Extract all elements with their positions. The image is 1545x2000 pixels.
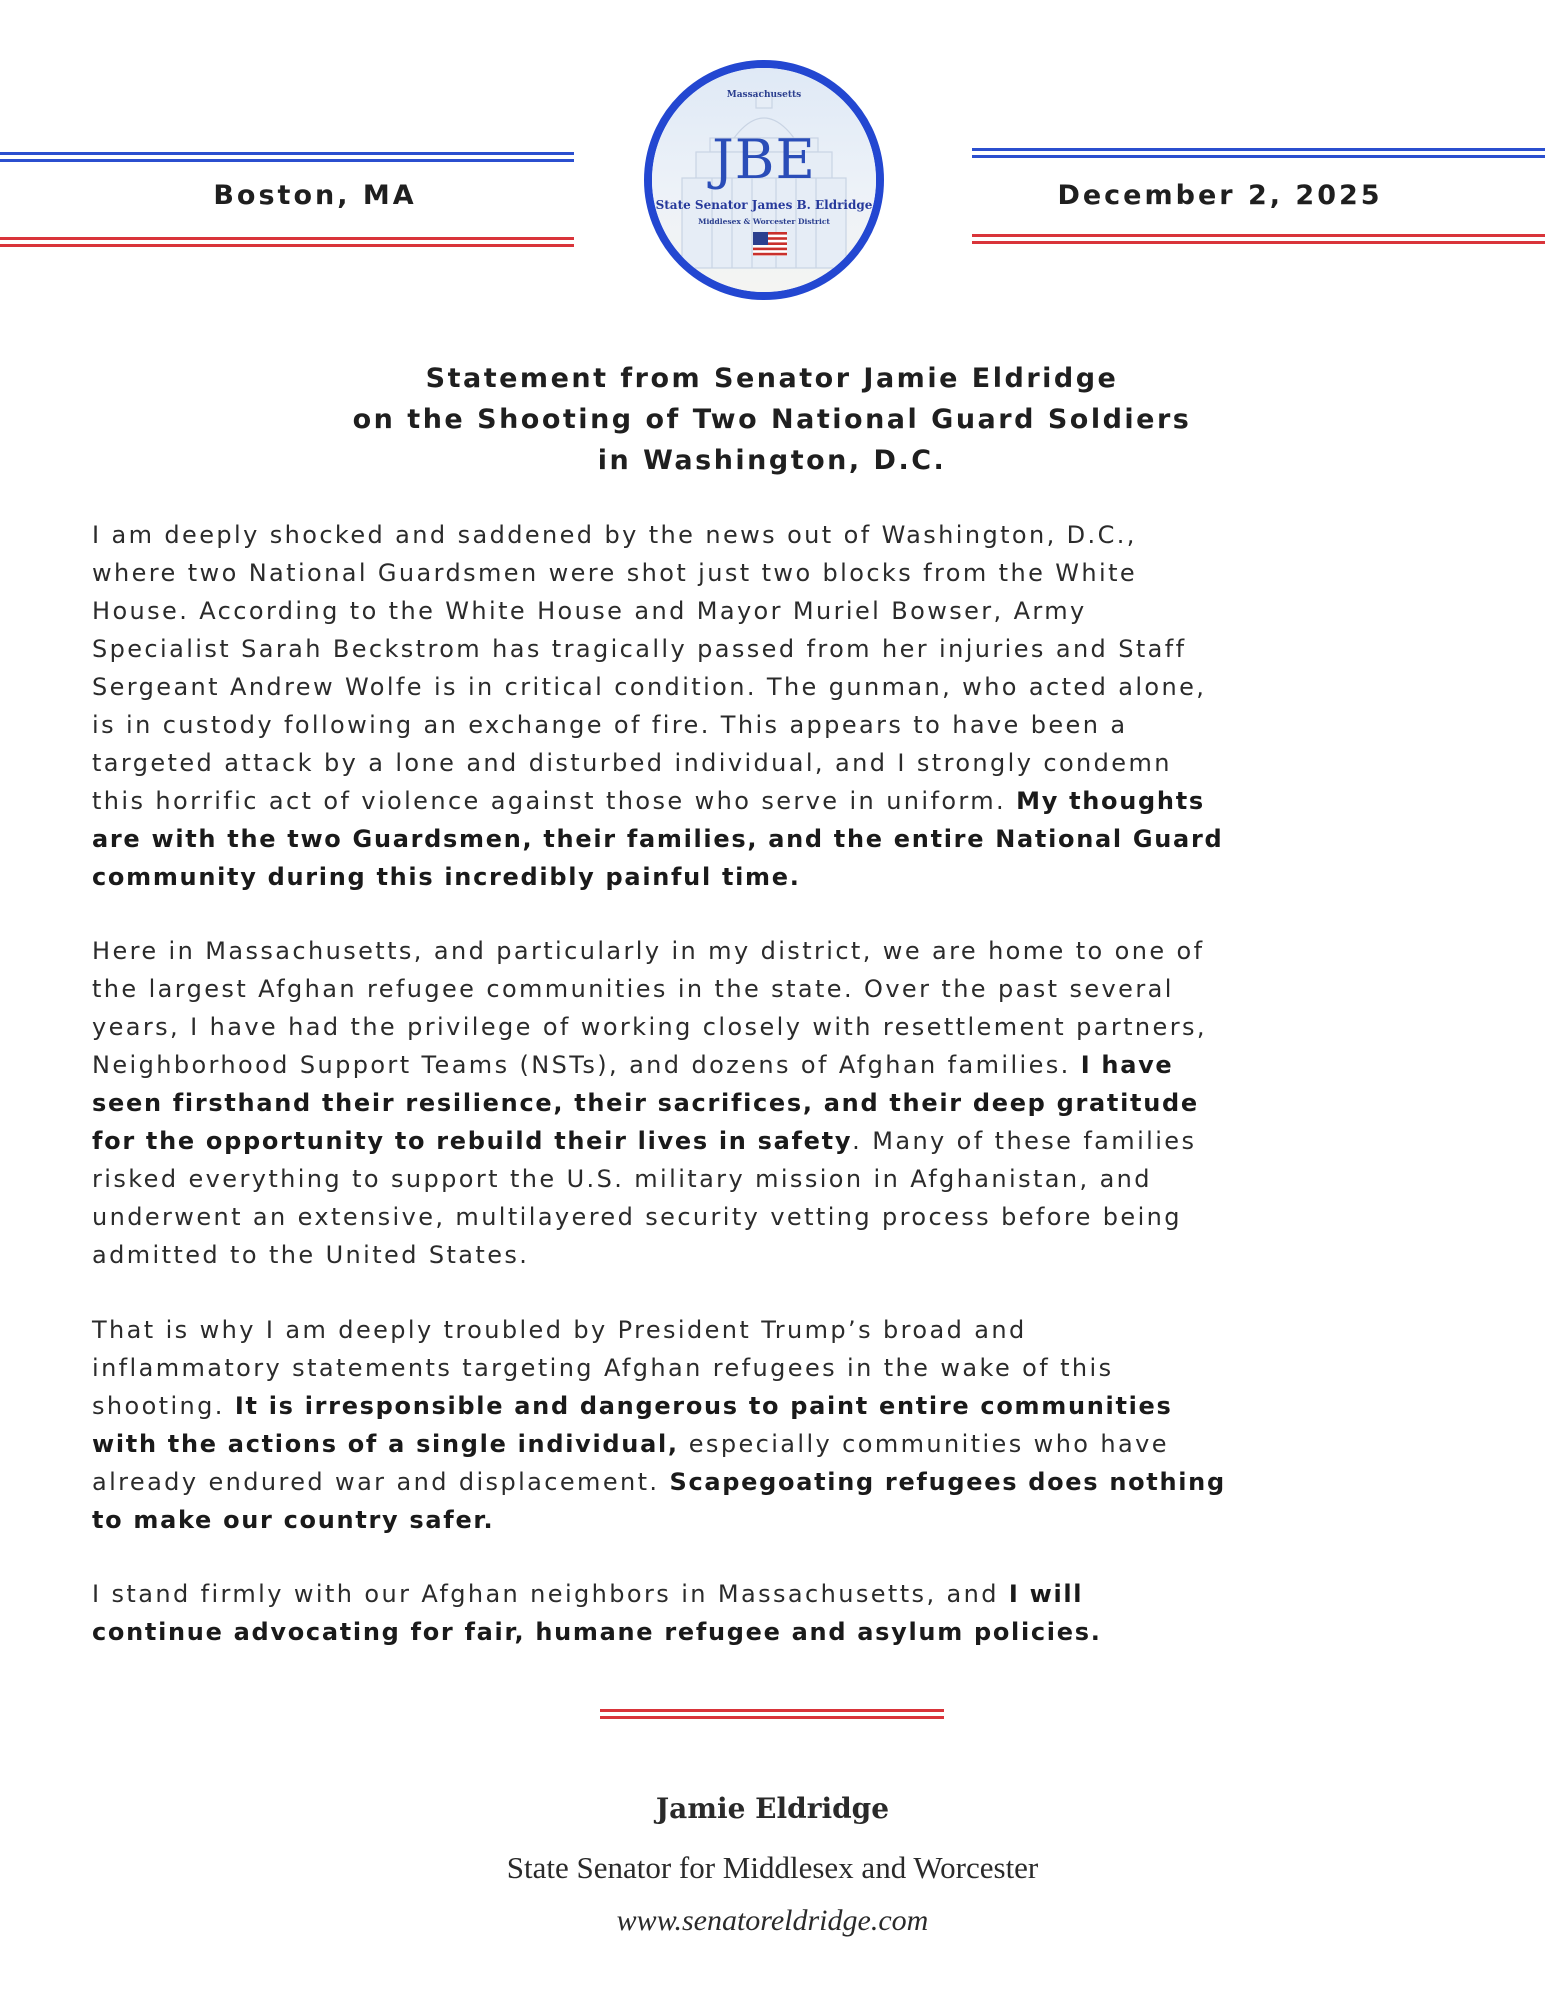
paragraph-2 xyxy=(92,932,1472,1274)
signature-title: State Senator for Middlesex and Worcester xyxy=(506,1850,1039,1885)
p2-line-8: underwent an extensive, multilayered security vetting process before being xyxy=(92,1203,1182,1231)
p3-line-5-bold: Scapegoating refugees does nothing xyxy=(669,1468,1226,1496)
p2-line-3: years, I have had the privilege of working closely with resettlement partners, xyxy=(92,1013,1207,1041)
p3-line-6-bold: to make our country safer. xyxy=(92,1506,495,1534)
p1-line-4: Specialist Sarah Beckstrom has tragically passed from her injuries and Staff xyxy=(92,635,1187,663)
paragraph-1 xyxy=(92,516,1472,896)
p1-line-9-bold: are with the two Guardsmen, their families, and the entire National Guard xyxy=(92,825,1224,853)
p3-line-3-text: shooting. xyxy=(92,1392,225,1420)
p4-line-1-text: I stand firmly with our Afghan neighbors in Massachusetts, and xyxy=(92,1580,999,1608)
p2-line-2: the largest Afghan refugee communities in the state. Over the past several xyxy=(92,975,1174,1003)
p1-line-8-text: this horrific act of violence against those who serve in uniform. xyxy=(92,787,1007,815)
p2-line-4 xyxy=(92,1046,1472,1084)
title-line-1: Statement from Senator Jamie Eldridge xyxy=(425,363,1119,394)
p3-line-5 xyxy=(92,1463,1472,1501)
p3-line-3-bold: It is irresponsible and dangerous to paint entire communities xyxy=(234,1392,1173,1420)
header-rule-right-red-2 xyxy=(972,241,1545,244)
header-rule-left-blue-2 xyxy=(0,159,574,162)
p3-line-6 xyxy=(92,1501,1472,1539)
p2-line-6 xyxy=(92,1122,1472,1160)
title-line-3: in Washington, D.C. xyxy=(597,445,947,476)
statement-title xyxy=(92,358,1452,481)
p1-line-5: Sergeant Andrew Wolfe is in critical condition. The gunman, who acted alone, xyxy=(92,673,1207,701)
p3-line-4-text: especially communities who have xyxy=(688,1430,1169,1458)
p4-line-2-bold: continue advocating for fair, humane refugee and asylum policies. xyxy=(92,1618,1102,1646)
p2-line-7: risked everything to support the U.S. military mission in Afghanistan, and xyxy=(92,1165,1152,1193)
p3-line-4-bold: with the actions of a single individual, xyxy=(92,1430,679,1458)
p1-line-8-bold: My thoughts xyxy=(1016,787,1205,815)
footer-divider-1 xyxy=(600,1709,944,1712)
header-rule-right-blue-1 xyxy=(972,148,1545,151)
header-rule-right-red-1 xyxy=(972,234,1545,237)
p2-line-5-bold: seen firsthand their resilience, their sacrifices, and their deep gratitude xyxy=(92,1089,1199,1117)
p3-line-4 xyxy=(92,1425,1472,1463)
p1-line-10-bold: community during this incredibly painful time. xyxy=(92,863,801,891)
p1-line-2: where two National Guardsmen were shot just two blocks from the White xyxy=(92,559,1138,587)
senator-seal xyxy=(644,60,884,300)
p3-line-3 xyxy=(92,1387,1472,1425)
p2-line-6-bold: for the opportunity to rebuild their lives in safety xyxy=(92,1127,853,1155)
paragraph-3 xyxy=(92,1311,1472,1539)
p1-line-10 xyxy=(92,858,1472,896)
footer-divider-2 xyxy=(600,1716,944,1719)
p1-line-8 xyxy=(92,782,1472,820)
p3-line-2: inflammatory statements targeting Afghan refugees in the wake of this xyxy=(92,1354,1114,1382)
website-link[interactable]: www.senatoreldridge.com xyxy=(616,1904,929,1937)
seal-senator-name: State Senator James B. Eldridge xyxy=(655,198,873,212)
location-label: Boston, MA xyxy=(213,180,417,211)
us-flag-icon xyxy=(753,232,787,256)
paragraph-4 xyxy=(92,1575,1472,1651)
seal-initials: JBE xyxy=(712,128,816,191)
p2-line-9: admitted to the United States. xyxy=(92,1241,530,1269)
header-rule-left-blue-1 xyxy=(0,152,574,155)
p1-line-3: House. According to the White House and Mayor Muriel Bowser, Army xyxy=(92,597,1087,625)
p2-line-4-bold: I have xyxy=(1080,1051,1174,1079)
title-line-2: on the Shooting of Two National Guard Soldiers xyxy=(352,404,1192,435)
p1-line-1: I am deeply shocked and saddened by the news out of Washington, D.C., xyxy=(92,521,1137,549)
p3-line-5-text: already endured war and displacement. xyxy=(92,1468,660,1496)
seal-state-label: Massachusetts xyxy=(726,90,802,100)
p1-line-6: is in custody following an exchange of fire. This appears to have been a xyxy=(92,711,1128,739)
p1-line-9 xyxy=(92,820,1472,858)
seal-district-label: Middlesex & Worcester District xyxy=(698,217,830,226)
signature-name: Jamie Eldridge xyxy=(655,1792,890,1825)
p2-line-1: Here in Massachusetts, and particularly in my district, we are home to one of xyxy=(92,937,1205,965)
p4-line-1 xyxy=(92,1575,1472,1613)
p2-line-4-text: Neighborhood Support Teams (NSTs), and dozens of Afghan families. xyxy=(92,1051,1071,1079)
p3-line-1: That is why I am deeply troubled by President Trump’s broad and xyxy=(92,1316,1027,1344)
date-label: December 2, 2025 xyxy=(1057,180,1383,211)
header-rule-right-blue-2 xyxy=(972,155,1545,158)
header-rule-left-red-2 xyxy=(0,244,574,247)
p4-line-1-bold: I will xyxy=(1008,1580,1084,1608)
header-rule-left-red-1 xyxy=(0,237,574,240)
p4-line-2 xyxy=(92,1613,1472,1651)
p2-line-5 xyxy=(92,1084,1472,1122)
p2-line-6-text: . Many of these families xyxy=(852,1127,1197,1155)
p1-line-7: targeted attack by a lone and disturbed individual, and I strongly condemn xyxy=(92,749,1172,777)
